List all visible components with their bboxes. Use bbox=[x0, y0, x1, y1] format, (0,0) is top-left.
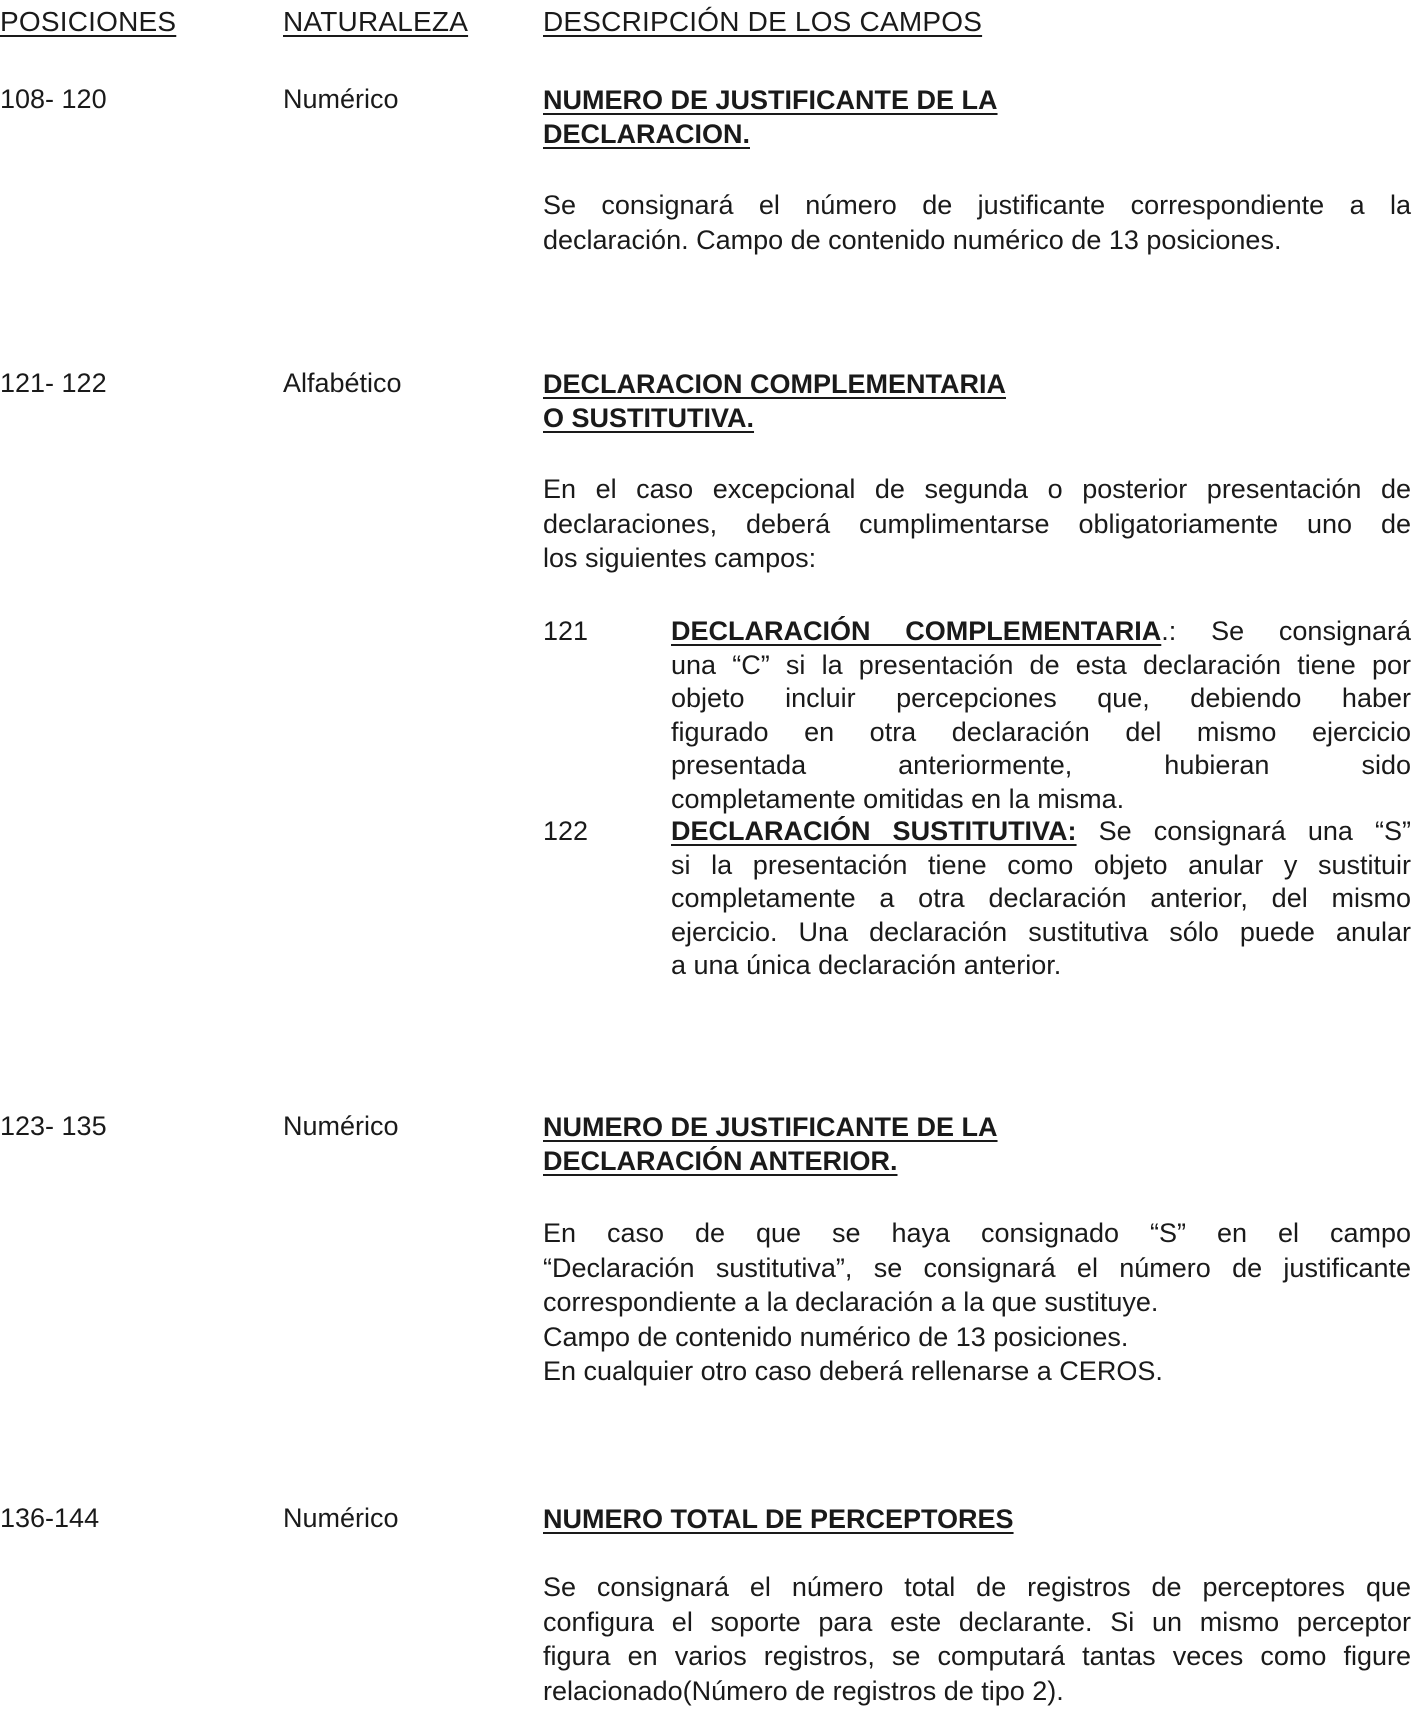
description-line: declaración. Campo de contenido numérico de 13 posiciones. bbox=[543, 224, 1282, 255]
description-line: correspondiente a la declaración a la que sustituye. bbox=[543, 1287, 1159, 1317]
subfield-description bbox=[671, 615, 1411, 816]
field-title-line: NUMERO DE JUSTIFICANTE DE LA bbox=[543, 1112, 998, 1142]
field-nature: Alfabético bbox=[283, 368, 402, 398]
field-title-line: NUMERO DE JUSTIFICANTE DE LA bbox=[543, 85, 998, 115]
description-line: En caso de que se haya consignado “S” en el campo bbox=[543, 1218, 1411, 1248]
description-line: En el caso excepcional de segunda o posterior presentación de bbox=[543, 474, 1411, 504]
field-nature: Numérico bbox=[283, 84, 399, 114]
subfield-line bbox=[671, 615, 1411, 649]
description-line: configura el soporte para este declarante. Si un mismo perceptor bbox=[543, 1606, 1411, 1637]
field-title-line: DECLARACION COMPLEMENTARIA bbox=[543, 369, 1006, 399]
description-line: Campo de contenido numérico de 13 posiciones. bbox=[543, 1321, 1129, 1352]
field-nature: Numérico bbox=[283, 1503, 399, 1533]
description-line: los siguientes campos: bbox=[543, 543, 817, 573]
subfield-heading: DECLARACIÓN COMPLEMENTARIA bbox=[671, 616, 1162, 646]
field-title bbox=[543, 1502, 1014, 1536]
field-positions: 121- 122 bbox=[0, 368, 107, 398]
field-description bbox=[543, 1570, 1411, 1708]
field-description bbox=[543, 188, 1411, 257]
subfield-line: completamente omitidas en la misma. bbox=[671, 783, 1125, 814]
header-naturaleza: NATURALEZA bbox=[283, 6, 469, 37]
description-line: “Declaración sustitutiva”, se consignará el número de justificante bbox=[543, 1252, 1411, 1283]
subfield-line: si la presentación tiene como objeto anular y sustituir bbox=[671, 849, 1411, 880]
subfield-number: 122 bbox=[543, 816, 589, 846]
field-title bbox=[543, 83, 998, 151]
field-description bbox=[543, 1216, 1411, 1389]
field-title bbox=[543, 367, 1006, 435]
description-line: Se consignará el número de justificante correspondiente a la bbox=[543, 190, 1411, 220]
description-line: declaraciones, deberá cumplimentarse obligatoriamente uno de bbox=[543, 508, 1411, 539]
subfield-line: ejercicio. Una declaración sustitutiva sólo puede anular bbox=[671, 916, 1411, 947]
field-nature: Numérico bbox=[283, 1111, 399, 1141]
subfield-text: Se consignará una “S” bbox=[1076, 816, 1411, 846]
field-description bbox=[543, 472, 1411, 576]
subfield-line: presentada anteriormente, hubieran sido bbox=[671, 750, 1411, 780]
subfield-line: completamente a otra declaración anterior, del mismo bbox=[671, 883, 1411, 913]
subfield-description bbox=[671, 815, 1411, 983]
description-line: relacionado(Número de registros de tipo 2). bbox=[543, 1675, 1064, 1706]
field-title-line: NUMERO TOTAL DE PERCEPTORES bbox=[543, 1504, 1014, 1534]
subfield-number: 121 bbox=[543, 616, 589, 646]
subfield-text: .: Se consignará bbox=[1161, 616, 1411, 646]
subfield-line bbox=[671, 815, 1411, 849]
field-positions: 123- 135 bbox=[0, 1111, 107, 1141]
field-positions: 108- 120 bbox=[0, 84, 107, 114]
description-line: figura en varios registros, se computará tantas veces como figure bbox=[543, 1641, 1411, 1671]
header-descripcion: DESCRIPCIÓN DE LOS CAMPOS bbox=[543, 6, 983, 37]
field-title-line: O SUSTITUTIVA. bbox=[543, 403, 755, 433]
subfield-heading: DECLARACIÓN SUSTITUTIVA: bbox=[671, 816, 1077, 846]
description-line: Se consignará el número total de registros de perceptores que bbox=[543, 1572, 1411, 1602]
field-positions: 136-144 bbox=[0, 1503, 100, 1533]
description-line: En cualquier otro caso deberá rellenarse a CEROS. bbox=[543, 1356, 1163, 1386]
subfield-line: figurado en otra declaración del mismo ejercicio bbox=[671, 716, 1411, 747]
field-title-line: DECLARACIÓN ANTERIOR. bbox=[543, 1146, 898, 1176]
subfield-line: objeto incluir percepciones que, debiendo haber bbox=[671, 683, 1411, 713]
header-posiciones: POSICIONES bbox=[0, 6, 177, 37]
subfield-line: a una única declaración anterior. bbox=[671, 950, 1062, 980]
field-title-line: DECLARACION. bbox=[543, 119, 750, 149]
subfield-line: una “C” si la presentación de esta declaración tiene por bbox=[671, 649, 1411, 680]
field-title bbox=[543, 1110, 998, 1178]
